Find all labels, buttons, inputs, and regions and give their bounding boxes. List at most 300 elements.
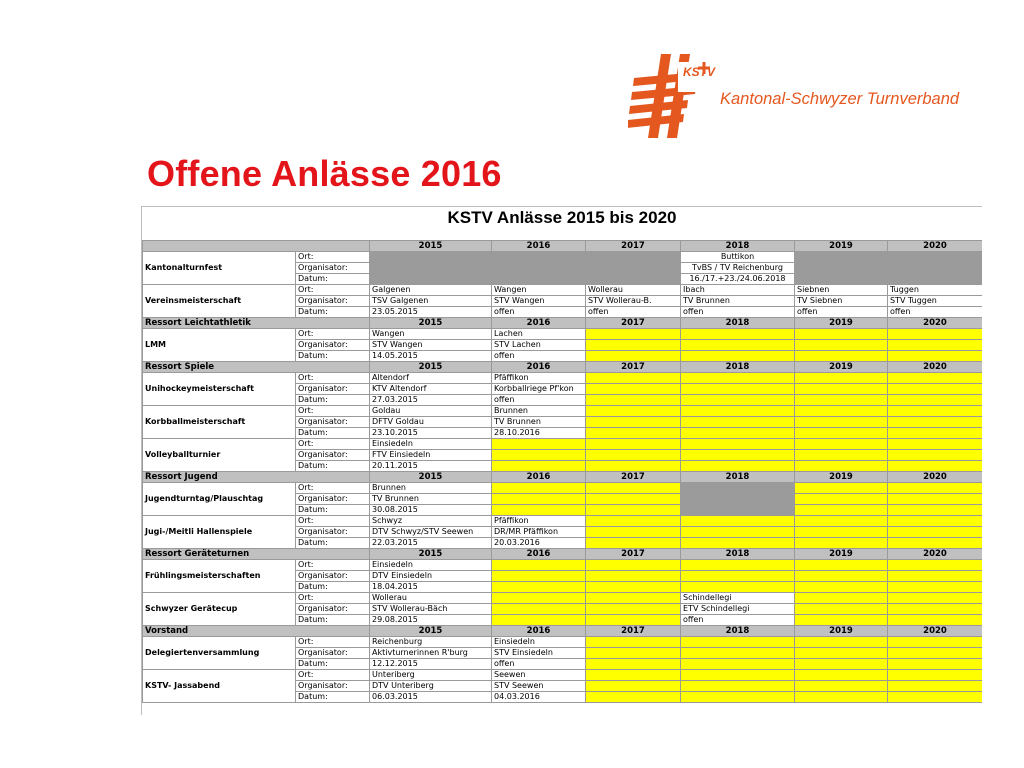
table-cell: offen bbox=[492, 659, 586, 670]
empty-cell bbox=[888, 329, 983, 340]
empty-cell bbox=[681, 428, 795, 439]
field-label: Datum: bbox=[296, 659, 370, 670]
table-cell: STV Seewen bbox=[492, 681, 586, 692]
empty-cell bbox=[586, 329, 681, 340]
field-label: Organisator: bbox=[296, 450, 370, 461]
year-header: 2017 bbox=[586, 549, 681, 560]
empty-cell bbox=[492, 252, 586, 263]
empty-cell bbox=[586, 604, 681, 615]
table-cell: offen bbox=[586, 307, 681, 318]
empty-cell bbox=[795, 538, 888, 549]
empty-cell bbox=[586, 659, 681, 670]
table-cell: 06.03.2015 bbox=[370, 692, 492, 703]
empty-cell bbox=[795, 670, 888, 681]
empty-cell bbox=[888, 637, 983, 648]
section-header-row bbox=[143, 362, 983, 373]
field-label: Datum: bbox=[296, 692, 370, 703]
table-cell: Galgenen bbox=[370, 285, 492, 296]
field-label: Ort: bbox=[296, 483, 370, 494]
empty-cell bbox=[795, 593, 888, 604]
table-row bbox=[143, 373, 983, 384]
empty-cell bbox=[795, 461, 888, 472]
table-cell: STV Wangen bbox=[370, 340, 492, 351]
table-cell: KTV Altendorf bbox=[370, 384, 492, 395]
empty-cell bbox=[888, 648, 983, 659]
empty-cell bbox=[795, 384, 888, 395]
year-header: 2017 bbox=[586, 472, 681, 483]
year-header: 2018 bbox=[681, 549, 795, 560]
year-header: 2016 bbox=[492, 362, 586, 373]
year-header: 2017 bbox=[586, 362, 681, 373]
empty-cell bbox=[370, 252, 492, 263]
empty-cell bbox=[681, 670, 795, 681]
empty-cell bbox=[586, 428, 681, 439]
empty-cell bbox=[492, 263, 586, 274]
empty-cell bbox=[795, 274, 888, 285]
table-cell: Aktivturnerinnen R'burg bbox=[370, 648, 492, 659]
year-header: 2015 bbox=[370, 472, 492, 483]
year-header: 2018 bbox=[681, 472, 795, 483]
empty-cell bbox=[586, 681, 681, 692]
table-cell: 04.03.2016 bbox=[492, 692, 586, 703]
empty-cell bbox=[681, 505, 795, 516]
empty-cell bbox=[586, 527, 681, 538]
table-row bbox=[143, 406, 983, 417]
year-header: 2020 bbox=[888, 626, 983, 637]
section-title: Vorstand bbox=[143, 626, 370, 637]
year-header: 2019 bbox=[795, 241, 888, 252]
empty-cell bbox=[888, 450, 983, 461]
table-row bbox=[143, 483, 983, 494]
empty-cell bbox=[795, 395, 888, 406]
field-label: Ort: bbox=[296, 373, 370, 384]
table-cell: 14.05.2015 bbox=[370, 351, 492, 362]
field-label: Organisator: bbox=[296, 681, 370, 692]
field-label: Datum: bbox=[296, 538, 370, 549]
empty-cell bbox=[888, 538, 983, 549]
empty-cell bbox=[888, 340, 983, 351]
empty-cell bbox=[492, 505, 586, 516]
empty-cell bbox=[492, 274, 586, 285]
event-name: Vereinsmeisterschaft bbox=[143, 285, 296, 318]
table-cell: offen bbox=[492, 307, 586, 318]
empty-cell bbox=[492, 604, 586, 615]
event-name: KSTV- Jassabend bbox=[143, 670, 296, 703]
event-name: Volleyballturnier bbox=[143, 439, 296, 472]
empty-cell bbox=[795, 681, 888, 692]
table-cell: TV Brunnen bbox=[492, 417, 586, 428]
empty-cell bbox=[888, 582, 983, 593]
table-cell: 23.10.2015 bbox=[370, 428, 492, 439]
empty-cell bbox=[795, 582, 888, 593]
table-cell: TV Siebnen bbox=[795, 296, 888, 307]
empty-cell bbox=[681, 692, 795, 703]
empty-cell bbox=[586, 593, 681, 604]
year-header: 2019 bbox=[795, 626, 888, 637]
field-label: Datum: bbox=[296, 395, 370, 406]
empty-cell bbox=[888, 681, 983, 692]
empty-cell bbox=[681, 681, 795, 692]
empty-cell bbox=[795, 604, 888, 615]
table-cell: Goldau bbox=[370, 406, 492, 417]
field-label: Ort: bbox=[296, 516, 370, 527]
table-cell: Wollerau bbox=[370, 593, 492, 604]
table-cell: 16./17.+23./24.06.2018 bbox=[681, 274, 795, 285]
field-label: Datum: bbox=[296, 582, 370, 593]
empty-cell bbox=[681, 439, 795, 450]
empty-cell bbox=[888, 252, 983, 263]
year-header: 2018 bbox=[681, 362, 795, 373]
table-cell: Wollerau bbox=[586, 285, 681, 296]
year-header: 2019 bbox=[795, 318, 888, 329]
table-cell: 18.04.2015 bbox=[370, 582, 492, 593]
empty-cell bbox=[681, 637, 795, 648]
empty-cell bbox=[888, 516, 983, 527]
sheet-title: KSTV Anlässe 2015 bis 2020 bbox=[447, 208, 677, 227]
table-cell: FTV Einsiedeln bbox=[370, 450, 492, 461]
table-cell: ETV Schindellegi bbox=[681, 604, 795, 615]
year-header: 2015 bbox=[370, 362, 492, 373]
table-cell: Korbballriege Pf'kon bbox=[492, 384, 586, 395]
event-name: Schwyzer Gerätecup bbox=[143, 593, 296, 626]
table-cell: Einsiedeln bbox=[370, 439, 492, 450]
table-cell: 29.08.2015 bbox=[370, 615, 492, 626]
empty-cell bbox=[795, 417, 888, 428]
empty-cell bbox=[681, 516, 795, 527]
field-label: Datum: bbox=[296, 307, 370, 318]
empty-cell bbox=[586, 560, 681, 571]
empty-cell bbox=[888, 527, 983, 538]
section-title bbox=[143, 241, 370, 252]
event-name: Unihockeymeisterschaft bbox=[143, 373, 296, 406]
field-label: Organisator: bbox=[296, 340, 370, 351]
empty-cell bbox=[681, 494, 795, 505]
event-name: Kantonalturnfest bbox=[143, 252, 296, 285]
table-cell: DFTV Goldau bbox=[370, 417, 492, 428]
empty-cell bbox=[586, 670, 681, 681]
table-cell: Unteriberg bbox=[370, 670, 492, 681]
table-cell: offen bbox=[888, 307, 983, 318]
table-cell: STV Tuggen bbox=[888, 296, 983, 307]
section-header-row bbox=[143, 549, 983, 560]
table-cell: STV Lachen bbox=[492, 340, 586, 351]
empty-cell bbox=[370, 274, 492, 285]
empty-cell bbox=[492, 560, 586, 571]
field-label: Datum: bbox=[296, 274, 370, 285]
empty-cell bbox=[795, 516, 888, 527]
table-cell: DTV Schwyz/STV Seewen bbox=[370, 527, 492, 538]
logo-text: Kantonal-Schwyzer Turnverband bbox=[720, 90, 960, 108]
field-label: Organisator: bbox=[296, 417, 370, 428]
year-header: 2015 bbox=[370, 626, 492, 637]
empty-cell bbox=[795, 450, 888, 461]
empty-cell bbox=[681, 417, 795, 428]
field-label: Datum: bbox=[296, 351, 370, 362]
empty-cell bbox=[492, 439, 586, 450]
empty-cell bbox=[492, 571, 586, 582]
empty-cell bbox=[681, 582, 795, 593]
empty-cell bbox=[888, 417, 983, 428]
table-cell: Wangen bbox=[370, 329, 492, 340]
table-row bbox=[143, 637, 983, 648]
empty-cell bbox=[888, 615, 983, 626]
table-cell: Brunnen bbox=[370, 483, 492, 494]
event-name: LMM bbox=[143, 329, 296, 362]
empty-cell bbox=[586, 516, 681, 527]
empty-cell bbox=[795, 505, 888, 516]
empty-cell bbox=[681, 648, 795, 659]
table-cell: offen bbox=[492, 351, 586, 362]
empty-cell bbox=[586, 648, 681, 659]
year-header: 2020 bbox=[888, 362, 983, 373]
empty-cell bbox=[795, 373, 888, 384]
empty-cell bbox=[888, 406, 983, 417]
empty-cell bbox=[795, 659, 888, 670]
table-cell: Brunnen bbox=[492, 406, 586, 417]
year-header: 2020 bbox=[888, 318, 983, 329]
field-label: Ort: bbox=[296, 329, 370, 340]
empty-cell bbox=[795, 428, 888, 439]
empty-cell bbox=[681, 340, 795, 351]
empty-cell bbox=[681, 351, 795, 362]
field-label: Ort: bbox=[296, 252, 370, 263]
table-cell: Einsiedeln bbox=[370, 560, 492, 571]
year-header: 2018 bbox=[681, 626, 795, 637]
table-cell: Schindellegi bbox=[681, 593, 795, 604]
empty-cell bbox=[888, 395, 983, 406]
year-header: 2015 bbox=[370, 549, 492, 560]
table-cell: Pfäffikon bbox=[492, 373, 586, 384]
table-cell: offen bbox=[681, 615, 795, 626]
table-cell: 12.12.2015 bbox=[370, 659, 492, 670]
empty-cell bbox=[681, 329, 795, 340]
empty-cell bbox=[795, 252, 888, 263]
table-cell: Einsiedeln bbox=[492, 637, 586, 648]
empty-cell bbox=[492, 593, 586, 604]
field-label: Ort: bbox=[296, 637, 370, 648]
empty-cell bbox=[586, 450, 681, 461]
year-header: 2018 bbox=[681, 318, 795, 329]
empty-cell bbox=[795, 340, 888, 351]
empty-cell bbox=[492, 483, 586, 494]
empty-cell bbox=[888, 373, 983, 384]
empty-cell bbox=[795, 439, 888, 450]
empty-cell bbox=[586, 461, 681, 472]
table-cell: TSV Galgenen bbox=[370, 296, 492, 307]
empty-cell bbox=[586, 571, 681, 582]
table-row bbox=[143, 670, 983, 681]
table-row bbox=[143, 439, 983, 450]
table-cell: DR/MR Pfäffikon bbox=[492, 527, 586, 538]
table-cell: DTV Einsiedeln bbox=[370, 571, 492, 582]
year-header: 2019 bbox=[795, 549, 888, 560]
year-header: 2016 bbox=[492, 626, 586, 637]
empty-cell bbox=[586, 417, 681, 428]
empty-cell bbox=[888, 351, 983, 362]
year-header: 2020 bbox=[888, 549, 983, 560]
table-cell: 30.08.2015 bbox=[370, 505, 492, 516]
event-name: Jugi-/Meitli Hallenspiele bbox=[143, 516, 296, 549]
empty-cell bbox=[586, 538, 681, 549]
table-cell: DTV Unteriberg bbox=[370, 681, 492, 692]
section-title: Ressort Geräteturnen bbox=[143, 549, 370, 560]
field-label: Ort: bbox=[296, 593, 370, 604]
empty-cell bbox=[492, 494, 586, 505]
empty-cell bbox=[681, 406, 795, 417]
table-cell: TV Brunnen bbox=[681, 296, 795, 307]
empty-cell bbox=[586, 384, 681, 395]
section-header-row bbox=[143, 318, 983, 329]
empty-cell bbox=[681, 483, 795, 494]
empty-cell bbox=[492, 615, 586, 626]
empty-cell bbox=[795, 483, 888, 494]
table-cell: Buttikon bbox=[681, 252, 795, 263]
table-row bbox=[143, 593, 983, 604]
year-header: 2017 bbox=[586, 318, 681, 329]
spreadsheet bbox=[141, 206, 982, 715]
empty-cell bbox=[681, 560, 795, 571]
empty-cell bbox=[586, 505, 681, 516]
table-cell: Pfäffikon bbox=[492, 516, 586, 527]
table-cell: TvBS / TV Reichenburg bbox=[681, 263, 795, 274]
empty-cell bbox=[586, 274, 681, 285]
field-label: Ort: bbox=[296, 285, 370, 296]
field-label: Ort: bbox=[296, 670, 370, 681]
year-header: 2017 bbox=[586, 626, 681, 637]
field-label: Datum: bbox=[296, 505, 370, 516]
field-label: Organisator: bbox=[296, 571, 370, 582]
table-cell: offen bbox=[492, 395, 586, 406]
field-label: Ort: bbox=[296, 560, 370, 571]
field-label: Datum: bbox=[296, 461, 370, 472]
table-cell: offen bbox=[795, 307, 888, 318]
year-header: 2019 bbox=[795, 472, 888, 483]
kstv-logo bbox=[628, 52, 974, 140]
event-name: Delegiertenversammlung bbox=[143, 637, 296, 670]
empty-cell bbox=[681, 527, 795, 538]
kstv-cross-icon bbox=[628, 52, 718, 140]
empty-cell bbox=[681, 659, 795, 670]
empty-cell bbox=[888, 692, 983, 703]
year-header: 2020 bbox=[888, 241, 983, 252]
table-cell: Tuggen bbox=[888, 285, 983, 296]
empty-cell bbox=[795, 648, 888, 659]
table-row bbox=[143, 285, 983, 296]
table-row bbox=[143, 560, 983, 571]
empty-cell bbox=[681, 450, 795, 461]
empty-cell bbox=[888, 560, 983, 571]
empty-cell bbox=[795, 329, 888, 340]
empty-cell bbox=[681, 384, 795, 395]
table-cell: 28.10.2016 bbox=[492, 428, 586, 439]
table-cell: Wangen bbox=[492, 285, 586, 296]
empty-cell bbox=[681, 571, 795, 582]
table-cell: 22.03.2015 bbox=[370, 538, 492, 549]
section-title: Ressort Leichtathletik bbox=[143, 318, 370, 329]
table-cell: 27.03.2015 bbox=[370, 395, 492, 406]
table-cell: 23.05.2015 bbox=[370, 307, 492, 318]
empty-cell bbox=[888, 494, 983, 505]
empty-cell bbox=[586, 340, 681, 351]
field-label: Datum: bbox=[296, 615, 370, 626]
blank-row bbox=[142, 229, 982, 240]
table-row bbox=[143, 329, 983, 340]
empty-cell bbox=[586, 395, 681, 406]
empty-cell bbox=[795, 692, 888, 703]
field-label: Organisator: bbox=[296, 604, 370, 615]
empty-cell bbox=[888, 593, 983, 604]
empty-cell bbox=[492, 450, 586, 461]
empty-cell bbox=[795, 263, 888, 274]
table-cell: Lachen bbox=[492, 329, 586, 340]
empty-cell bbox=[681, 461, 795, 472]
field-label: Organisator: bbox=[296, 494, 370, 505]
year-header: 2015 bbox=[370, 241, 492, 252]
table-cell: Seewen bbox=[492, 670, 586, 681]
event-name: Frühlingsmeisterschaften bbox=[143, 560, 296, 593]
section-header-row bbox=[143, 241, 983, 252]
field-label: Organisator: bbox=[296, 296, 370, 307]
table-cell: Schwyz bbox=[370, 516, 492, 527]
empty-cell bbox=[586, 692, 681, 703]
year-header: 2016 bbox=[492, 549, 586, 560]
section-title: Ressort Spiele bbox=[143, 362, 370, 373]
empty-cell bbox=[888, 571, 983, 582]
empty-cell bbox=[888, 483, 983, 494]
table-cell: STV Wollerau-B. bbox=[586, 296, 681, 307]
events-table bbox=[142, 240, 982, 703]
table-row bbox=[143, 516, 983, 527]
empty-cell bbox=[586, 351, 681, 362]
section-title: Ressort Jugend bbox=[143, 472, 370, 483]
empty-cell bbox=[586, 439, 681, 450]
year-header: 2018 bbox=[681, 241, 795, 252]
table-cell: 20.11.2015 bbox=[370, 461, 492, 472]
section-header-row bbox=[143, 472, 983, 483]
empty-cell bbox=[586, 483, 681, 494]
year-header: 2016 bbox=[492, 472, 586, 483]
year-header: 2016 bbox=[492, 241, 586, 252]
field-label: Organisator: bbox=[296, 527, 370, 538]
event-name: Korbballmeisterschaft bbox=[143, 406, 296, 439]
empty-cell bbox=[586, 263, 681, 274]
empty-cell bbox=[888, 428, 983, 439]
table-cell: offen bbox=[681, 307, 795, 318]
field-label: Datum: bbox=[296, 428, 370, 439]
empty-cell bbox=[586, 637, 681, 648]
field-label: Organisator: bbox=[296, 263, 370, 274]
empty-cell bbox=[795, 494, 888, 505]
field-label: Organisator: bbox=[296, 648, 370, 659]
empty-cell bbox=[795, 637, 888, 648]
empty-cell bbox=[888, 505, 983, 516]
empty-cell bbox=[586, 494, 681, 505]
empty-cell bbox=[492, 461, 586, 472]
year-header: 2019 bbox=[795, 362, 888, 373]
empty-cell bbox=[888, 604, 983, 615]
slide-title: Offene Anlässe 2016 bbox=[147, 153, 502, 194]
empty-cell bbox=[795, 527, 888, 538]
empty-cell bbox=[795, 560, 888, 571]
field-label: Ort: bbox=[296, 439, 370, 450]
empty-cell bbox=[681, 538, 795, 549]
year-header: 2016 bbox=[492, 318, 586, 329]
year-header: 2017 bbox=[586, 241, 681, 252]
empty-cell bbox=[888, 461, 983, 472]
empty-cell bbox=[888, 670, 983, 681]
empty-cell bbox=[681, 395, 795, 406]
table-cell: STV Einsiedeln bbox=[492, 648, 586, 659]
